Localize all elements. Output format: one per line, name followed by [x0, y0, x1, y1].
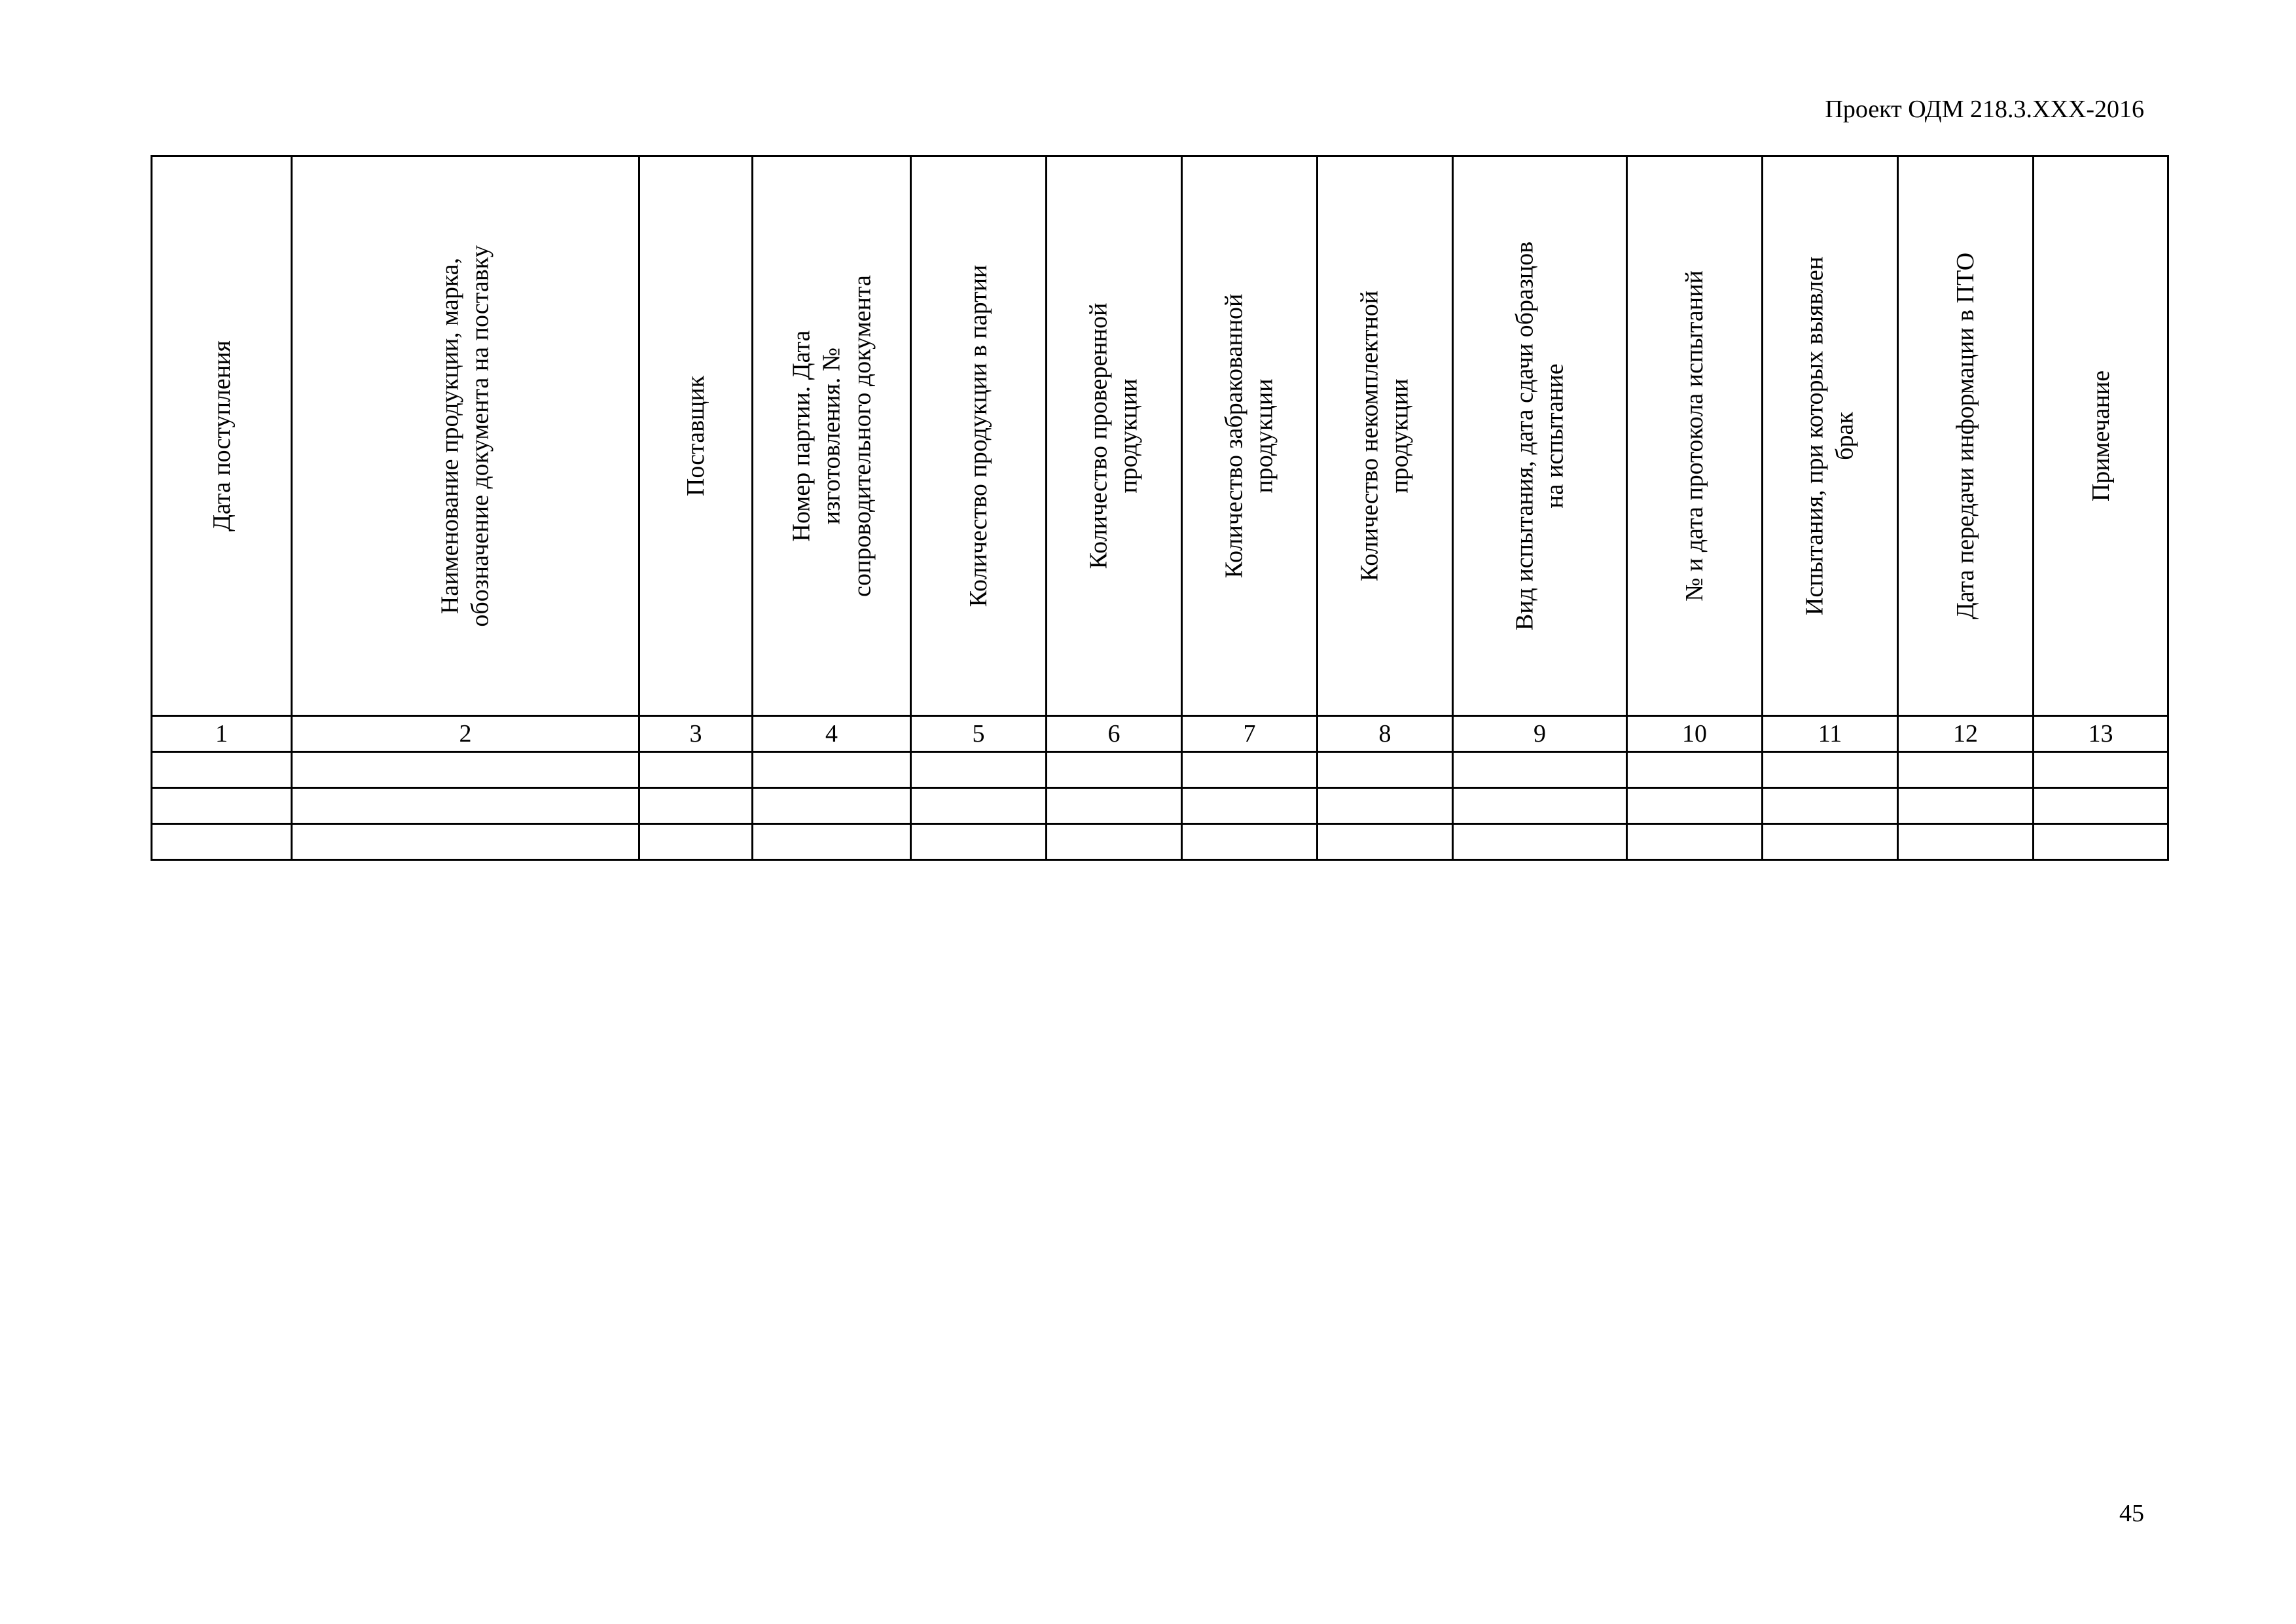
column-number: 8: [1318, 716, 1453, 752]
column-number: 13: [2034, 716, 2168, 752]
table-cell: [1047, 824, 1182, 860]
table-cell: [292, 752, 639, 788]
table-cell: [1898, 788, 2034, 824]
table-row: [152, 824, 2168, 860]
table-cell: [1182, 824, 1318, 860]
column-number: 4: [753, 716, 911, 752]
column-header-batch-quantity: [911, 156, 1047, 716]
document-header: Проект ОДМ 218.3.XXX-2016: [1825, 96, 2144, 123]
table-cell: [1763, 752, 1898, 788]
column-number: 9: [1453, 716, 1627, 752]
column-number: 2: [292, 716, 639, 752]
table-cell: [639, 788, 753, 824]
column-number: 5: [911, 716, 1047, 752]
column-header-label: Дата передачи информации в ПТО: [1951, 252, 1979, 620]
column-number-row: [152, 716, 2168, 752]
column-number: 1: [152, 716, 292, 752]
table-cell: [1318, 752, 1453, 788]
column-header-checked-quantity: [1047, 156, 1182, 716]
table-cell: [753, 788, 911, 824]
table-cell: [753, 752, 911, 788]
table-cell: [1318, 824, 1453, 860]
column-header-label: Количество продукции в партии: [964, 264, 992, 607]
table-cell: [911, 824, 1047, 860]
column-header-label: Испытания, при которых выявлен брак: [1801, 256, 1859, 616]
column-header-label: Поставщик: [681, 375, 709, 497]
column-header-label: Количество проверенной продукции: [1085, 302, 1143, 569]
column-header-test-type: [1453, 156, 1627, 716]
table-cell: [1453, 752, 1627, 788]
page-number: 45: [2119, 1500, 2144, 1527]
column-number: 12: [1898, 716, 2034, 752]
table-cell: [1898, 752, 2034, 788]
table-cell: [753, 824, 911, 860]
column-header-label: Номер партии. Дата изготовления. № сопроводительного документа: [787, 275, 876, 597]
column-header-label: Примечание: [2087, 370, 2115, 502]
table-cell: [911, 752, 1047, 788]
table-cell: [1453, 788, 1627, 824]
table-row: [152, 788, 2168, 824]
table-cell: [1182, 788, 1318, 824]
table-cell: [639, 752, 753, 788]
column-header-batch-number: [753, 156, 911, 716]
table-cell: [1898, 824, 2034, 860]
column-header-incomplete-quantity: [1318, 156, 1453, 716]
column-header-notes: [2034, 156, 2168, 716]
column-header-rejected-quantity: [1182, 156, 1318, 716]
table-cell: [2034, 788, 2168, 824]
column-header-pto-transfer-date: [1898, 156, 2034, 716]
table-cell: [292, 824, 639, 860]
column-number: 3: [639, 716, 753, 752]
table-cell: [1627, 752, 1763, 788]
column-header-product-name: [292, 156, 639, 716]
table-cell: [911, 788, 1047, 824]
incoming-inspection-table: [151, 155, 2169, 861]
column-header-label: Количество некомплектной продукции: [1355, 290, 1414, 582]
table-cell: [2034, 824, 2168, 860]
column-header-label: Дата поступления: [207, 340, 236, 532]
column-header-label: Наименование продукции, марка, обозначение документа на поставку: [436, 245, 494, 627]
table-cell: [1047, 788, 1182, 824]
column-header-protocol: [1627, 156, 1763, 716]
column-header-label: Вид испытания, дата сдачи образцов на испытание: [1511, 241, 1569, 631]
table-header-row: [152, 156, 2168, 716]
column-header-label: Количество забракованной продукции: [1220, 293, 1278, 579]
column-header-defect-tests: [1763, 156, 1898, 716]
table-cell: [1453, 824, 1627, 860]
column-header-supplier: [639, 156, 753, 716]
column-header-arrival-date: [152, 156, 292, 716]
table-cell: [1047, 752, 1182, 788]
table-cell: [152, 752, 292, 788]
table-cell: [152, 824, 292, 860]
column-header-label: № и дата протокола испытаний: [1680, 270, 1708, 602]
table-cell: [1763, 788, 1898, 824]
table-cell: [1627, 788, 1763, 824]
table-cell: [2034, 752, 2168, 788]
column-number: 6: [1047, 716, 1182, 752]
table-cell: [292, 788, 639, 824]
column-number: 10: [1627, 716, 1763, 752]
table-cell: [1763, 824, 1898, 860]
column-number: 7: [1182, 716, 1318, 752]
table-cell: [1627, 824, 1763, 860]
table-cell: [152, 788, 292, 824]
column-number: 11: [1763, 716, 1898, 752]
table-cell: [639, 824, 753, 860]
table-row: [152, 752, 2168, 788]
table-cell: [1182, 752, 1318, 788]
table-cell: [1318, 788, 1453, 824]
